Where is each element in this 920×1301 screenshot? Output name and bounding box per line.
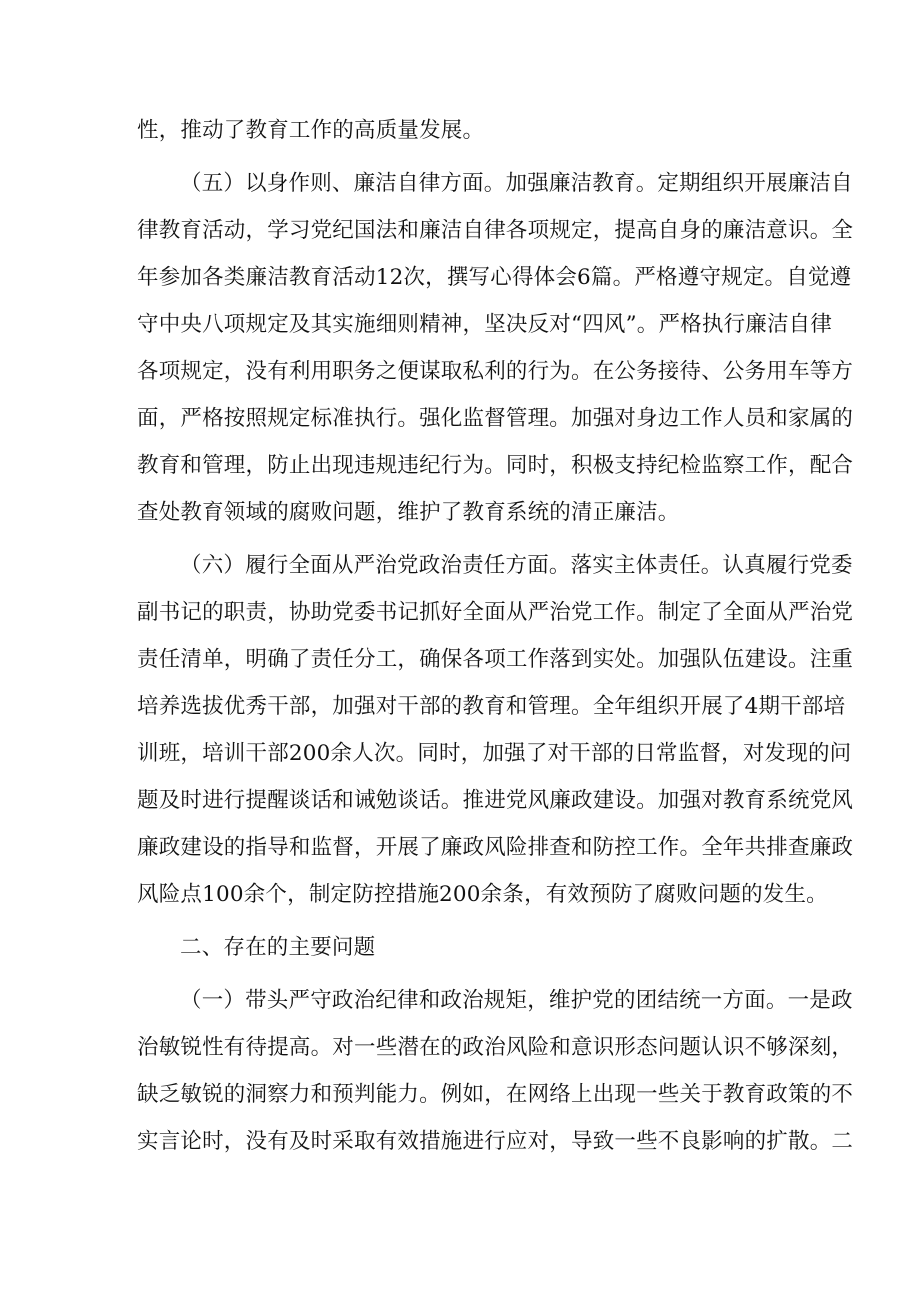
section-6-line: 廉政建设的指导和监督，开展了廉政风险排查和防控工作。全年共排查廉政 xyxy=(137,835,854,860)
section-6-line: 责任清单，明确了责任分工，确保各项工作落到实处。加强队伍建设。注重 xyxy=(137,647,854,672)
section-6-line: 题及时进行提醒谈话和诫勉谈话。推进党风廉政建设。加强对教育系统党风 xyxy=(137,788,854,813)
section-6-line: 培养选拔优秀干部，加强对干部的教育和管理。全年组织开展了4期干部培 xyxy=(137,694,846,719)
section-5-line: 面，严格按照规定标准执行。强化监督管理。加强对身边工作人员和家属的 xyxy=(137,406,854,431)
paragraph-continuation-line: 性，推动了教育工作的高质量发展。 xyxy=(137,118,485,143)
section-5-line: 查处教育领域的腐败问题，维护了教育系统的清正廉洁。 xyxy=(137,500,680,525)
section-5-line: 守中央八项规定及其实施细则精神，坚决反对“四风”。严格执行廉洁自律 xyxy=(137,312,833,337)
section-5-line: 教育和管理，防止出现违规违纪行为。同时，积极支持纪检监察工作，配合 xyxy=(137,453,854,478)
section-heading: 二、存在的主要问题 xyxy=(180,935,376,960)
section-5-line: 各项规定，没有利用职务之便谋取私利的行为。在公务接待、公务用车等方 xyxy=(137,359,854,384)
section-5-line: 律教育活动，学习党纪国法和廉洁自律各项规定，提高自身的廉洁意识。全 xyxy=(137,218,854,243)
section-6-line: （六）履行全面从严治党政治责任方面。落实主体责任。认真履行党委 xyxy=(180,553,853,578)
problem-1-line: 实言论时，没有及时采取有效措施进行应对，导致一些不良影响的扩散。二 xyxy=(137,1129,854,1154)
section-6-line: 副书记的职责，协助党委书记抓好全面从严治党工作。制定了全面从严治党 xyxy=(137,600,854,625)
section-6-line: 训班，培训干部200余人次。同时，加强了对干部的日常监督，对发现的问 xyxy=(137,741,852,766)
section-5-line: 年参加各类廉洁教育活动12次，撰写心得体会6篇。严格遵守规定。自觉遵 xyxy=(137,265,852,290)
section-6-line: 风险点100余个，制定防控措施200余条，有效预防了腐败问题的发生。 xyxy=(137,882,828,907)
problem-1-line: 缺乏敏锐的洞察力和预判能力。例如，在网络上出现一些关于教育政策的不 xyxy=(137,1082,854,1107)
problem-1-line: （一）带头严守政治纪律和政治规矩，维护党的团结统一方面。一是政 xyxy=(180,988,853,1013)
section-5-line: （五）以身作则、廉洁自律方面。加强廉洁教育。定期组织开展廉洁自 xyxy=(180,171,853,196)
problem-1-line: 治敏锐性有待提高。对一些潜在的政治风险和意识形态问题认识不够深刻， xyxy=(137,1035,854,1060)
